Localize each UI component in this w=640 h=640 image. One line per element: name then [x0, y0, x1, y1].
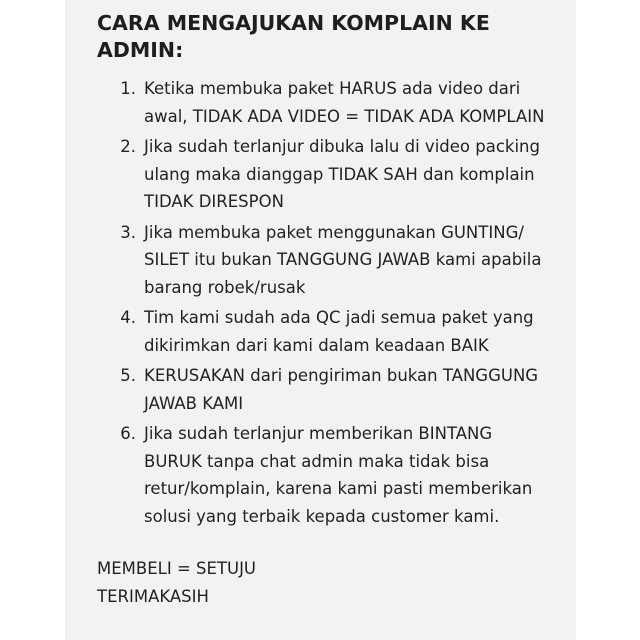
step-text: Jika sudah terlanjur memberikan BINTANG BURUK tanpa chat admin maka tidak bisa retur/komplain, karena kami pasti memberikan solusi yang terbaik kepada customer kami.	[144, 424, 533, 526]
step-number: 1.	[120, 79, 136, 98]
step-number: 5.	[120, 366, 136, 385]
notice-heading: CARA MENGAJUKAN KOMPLAIN KE ADMIN:	[97, 11, 490, 62]
list-item	[97, 362, 576, 417]
list-item	[97, 420, 576, 530]
notice-footer	[97, 555, 576, 610]
step-number: 4.	[120, 308, 136, 327]
step-text: Ketika membuka paket HARUS ada video dari awal, TIDAK ADA VIDEO = TIDAK ADA KOMPLAIN	[144, 79, 545, 126]
list-item	[97, 304, 576, 359]
step-text: Jika sudah terlanjur dibuka lalu di video packing ulang maka dianggap TIDAK SAH dan komplain TIDAK DIRESPON	[144, 137, 540, 211]
step-text: Tim kami sudah ada QC jadi semua paket yang dikirimkan dari kami dalam keadaan BAIK	[144, 308, 534, 355]
notice-paper	[65, 0, 576, 640]
step-number: 3.	[120, 222, 136, 242]
list-item	[97, 133, 576, 216]
list-item	[97, 75, 576, 130]
list-item	[97, 219, 576, 302]
complaint-steps-list	[97, 75, 576, 530]
step-text: Jika membuka paket menggunakan GUNTING/ SILET itu bukan TANGGUNG JAWAB kami apabila barang robek/rusak	[144, 222, 542, 297]
step-number: 2.	[120, 137, 136, 156]
step-text: KERUSAKAN dari pengiriman bukan TANGGUNG JAWAB KAMI	[144, 366, 539, 413]
agreement-text: MEMBELI = SETUJU	[97, 559, 257, 578]
thank-you-text: TERIMAKASIH	[97, 586, 209, 606]
step-number: 6.	[120, 424, 136, 443]
